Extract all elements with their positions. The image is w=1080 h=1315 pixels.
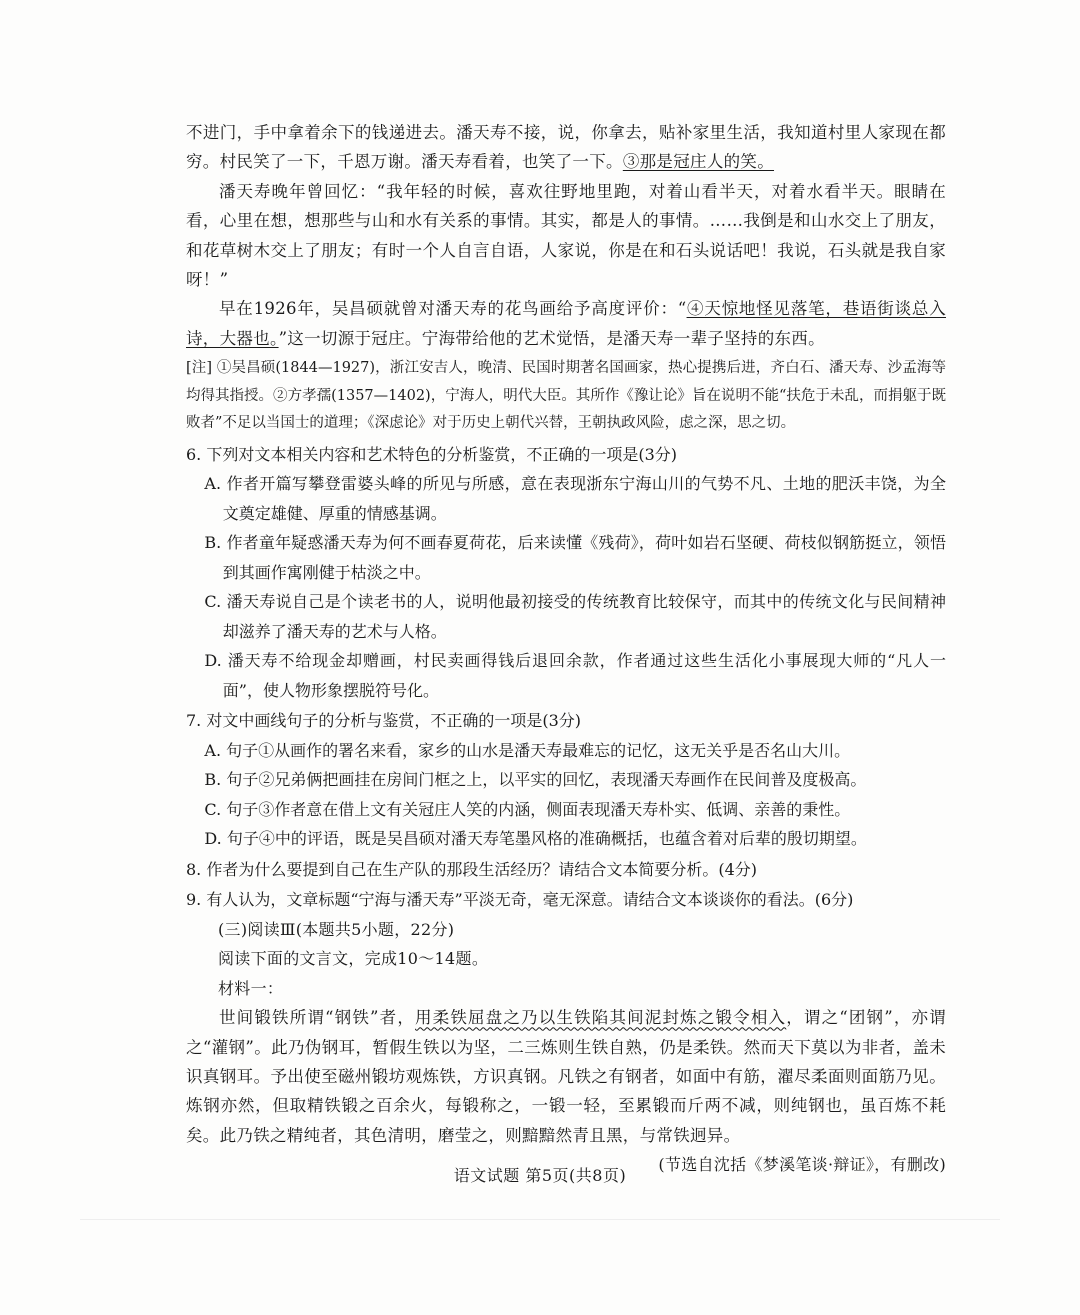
classical-text-part: ，谓之“团钢”，亦谓之“灌钢”。此乃伪钢耳，暂假生铁以为坚，二三炼则生铁自熟，仍是柔铁。然而天下莫以为非者，盖未识真钢耳。予出使至磁州锻坊观炼铁，方识真钢。凡铁之有钢者，如面中有筋，濯尽柔面则面筋乃见。炼钢亦然，但取精铁锻之百余火，每锻称之，一锻一轻，至累锻而斤两不减，则纯钢也，虽百炼不耗矣。此乃铁之精纯者，其色清明，磨莹之，则黯黯然青且黑，与常铁迥异。 — [186, 1008, 946, 1145]
q6-option-d: D. 潘天寿不给现金却赠画，村民卖画得钱后退回余款，作者通过这些生活化小事展现大师的“凡人一面”，使人物形象摆脱符号化。 — [204, 651, 946, 700]
passage-paragraph: 潘天寿晚年曾回忆：“我年轻的时候，喜欢往野地里跑，对着山看半天，对着水看半天。眼睛在看，心里在想，想那些与山和水有关系的事情。其实，都是人的事情。……我倒是和山水交上了朋友，和花草树木交上了朋友；有时一个人自言自语，人家说，你是在和石头说话吧！我说，石头就是我自家呀！” — [186, 181, 946, 290]
passage-text: 不进门，手中拿着余下的钱递进去。潘天寿不接，说，你拿去，贴补家里生活，我知道村里人家现在都穷。村民笑了一下，千恩万谢。潘天寿看着，也笑了一下。 — [186, 123, 946, 172]
q6-option-b: B. 作者童年疑惑潘天寿为何不画春夏荷花，后来读懂《残荷》，荷叶如岩石坚硬、荷枝似钢筋挺立，领悟到其画作寓刚健于枯淡之中。 — [204, 533, 946, 582]
passage-paragraph — [186, 294, 946, 353]
material-label: 材料一： — [218, 978, 284, 998]
page-footer: 语文试题 第5页(共8页) — [453, 1166, 627, 1185]
classical-text — [186, 1003, 946, 1150]
source-citation: (节选自沈括《梦溪笔谈·辩证》，有删改) — [658, 1155, 946, 1175]
question-6-stem: 6. 下列对文本相关内容和艺术特色的分析鉴赏，不正确的一项是(3分) — [186, 444, 678, 464]
section-heading: (三)阅读Ⅲ(本题共5小题，22分) — [218, 919, 455, 939]
passage-text: 早在1926年，吴昌硕就曾对潘天寿的花鸟画给予高度评价：“ — [219, 299, 687, 319]
question-8: 8. 作者为什么要提到自己在生产队的那段生活经历？请结合文本简要分析。(4分) — [186, 859, 758, 879]
q6-option-c: C. 潘天寿说自己是个读老书的人，说明他最初接受的传统教育比较保守，而其中的传统文化与民间精神却滋养了潘天寿的艺术与人格。 — [204, 592, 946, 641]
q7-option-b: B. 句子②兄弟俩把画挂在房间门框之上，以平实的回忆，表现潘天寿画作在民间普及度极高。 — [204, 770, 867, 790]
passage-paragraph — [186, 118, 946, 177]
q7-option-a: A. 句子①从画作的署名来看，家乡的山水是潘天寿最难忘的记忆，这无关乎是否名山大川。 — [204, 740, 851, 760]
page-content — [186, 118, 946, 1180]
passage-text: ”这一切源于冠庄。宁海带给他的艺术觉悟，是潘天寿一辈子坚持的东西。 — [278, 328, 825, 348]
scan-edge-line — [80, 1219, 1000, 1220]
q7-option-c: C. 句子③作者意在借上文有关冠庄人笑的内涵，侧面表现潘天寿朴实、低调、亲善的秉性。 — [204, 799, 851, 819]
q7-option-d: D. 句子④中的评语，既是吴昌硕对潘天寿笔墨风格的准确概括，也蕴含着对后辈的殷切期望。 — [204, 829, 867, 849]
wavy-underlined-sentence: 用柔铁屈盘之乃以生铁陷其间泥封炼之锻令相入 — [415, 1008, 787, 1028]
question-9: 9. 有人认为，文章标题“宁海与潘天寿”平淡无奇，毫无深意。请结合文本谈谈你的看法。(6分) — [186, 890, 854, 910]
underlined-sentence-4: ④天惊地怪见落笔，巷语街谈总入诗，大器也。 — [186, 299, 946, 348]
underlined-sentence-3: ③那是冠庄人的笑。 — [622, 152, 775, 172]
classical-text-part: 世间锻铁所谓“钢铁”者， — [219, 1008, 415, 1028]
section-instruction: 阅读下面的文言文，完成10～14题。 — [218, 949, 489, 969]
q6-option-a: A. 作者开篇写攀登雷婆头峰的所见与所感，意在表现浙东宁海山川的气势不凡、土地的肥沃丰饶，为全文奠定雄健、厚重的情感基调。 — [204, 474, 946, 523]
footnote: [注] ①吴昌硕(1844—1927)，浙江安吉人，晚清、民国时期著名国画家，热心提携后进，齐白石、潘天寿、沙孟海等均得其指授。②方孝孺(1357—1402)，宁海人，明代大臣。其所作《豫让论》旨在说明不能“扶危于未乱，而捐躯于既败者”不足以当国士的道理；《深虑论》对于历史上朝代兴替，王朝执政风险，虑之深，思之切。 — [186, 360, 946, 432]
question-7-stem: 7. 对文中画线句子的分析与鉴赏，不正确的一项是(3分) — [186, 711, 582, 731]
